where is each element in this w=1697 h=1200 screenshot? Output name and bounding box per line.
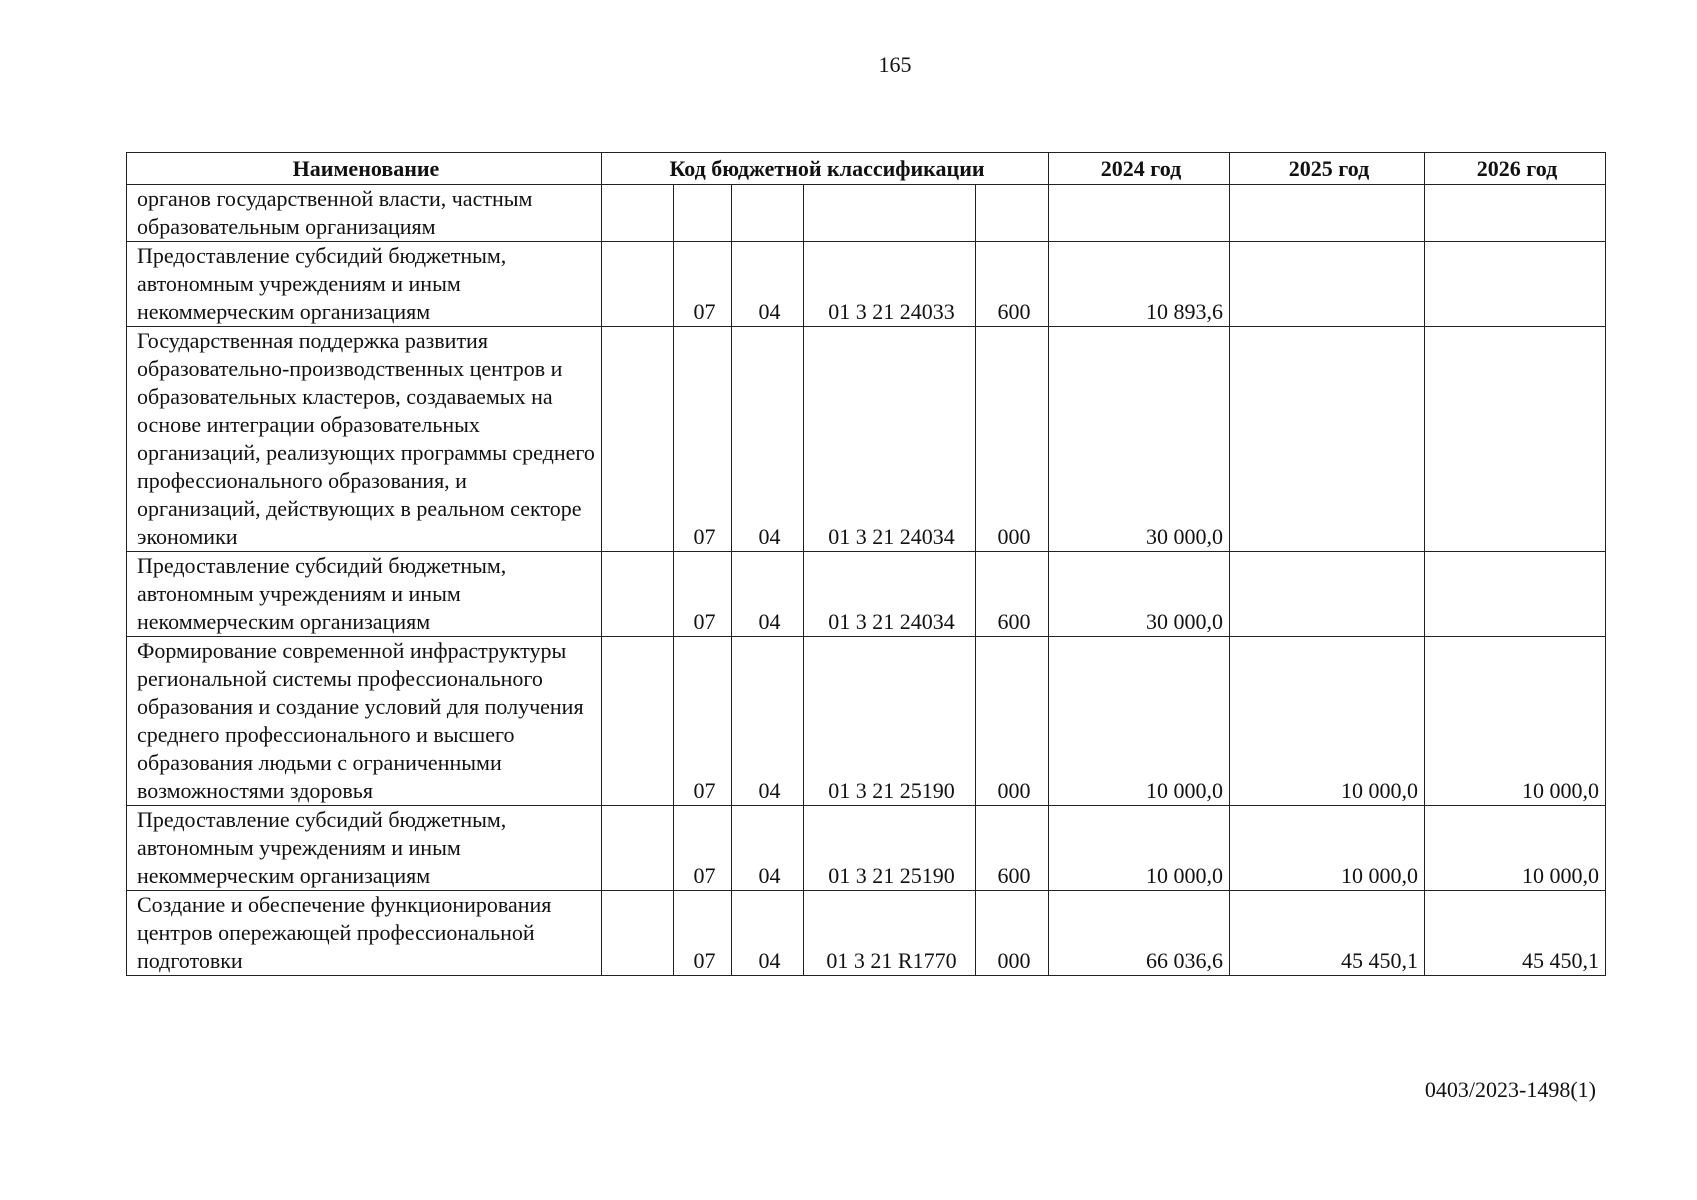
cell-2026: 10 000,0 bbox=[1425, 637, 1606, 806]
page-number: 165 bbox=[878, 52, 912, 77]
cell-target-article: 01 3 21 R1770 bbox=[804, 891, 976, 976]
cell-target-article: 01 3 21 24034 bbox=[804, 327, 976, 552]
cell-expense-type: 000 bbox=[976, 637, 1049, 806]
cell-subsection: 04 bbox=[732, 552, 804, 637]
table-row bbox=[127, 891, 1606, 976]
cell-target-article bbox=[804, 185, 976, 242]
cell-section bbox=[674, 185, 732, 242]
header-code: Код бюджетной классификации bbox=[602, 153, 1049, 185]
table-header bbox=[127, 153, 1606, 185]
document-code: 0403/2023-1498(1) bbox=[1424, 1077, 1596, 1102]
cell-target-article: 01 3 21 24033 bbox=[804, 242, 976, 327]
cell-expense-type: 000 bbox=[976, 891, 1049, 976]
cell-2026: 45 450,1 bbox=[1425, 891, 1606, 976]
cell-expense-type bbox=[976, 185, 1049, 242]
cell-section: 07 bbox=[674, 327, 732, 552]
cell-section: 07 bbox=[674, 637, 732, 806]
header-2026: 2026 год bbox=[1425, 153, 1606, 185]
cell-expense-type: 600 bbox=[976, 552, 1049, 637]
cell-section: 07 bbox=[674, 242, 732, 327]
cell-2026 bbox=[1425, 185, 1606, 242]
cell-2025: 45 450,1 bbox=[1230, 891, 1425, 976]
cell-expense-type: 600 bbox=[976, 806, 1049, 891]
cell-2026: 10 000,0 bbox=[1425, 806, 1606, 891]
cell-2024: 30 000,0 bbox=[1049, 552, 1230, 637]
cell-name: Предоставление субсидий бюджетным, автономным учреждениям и иным некоммерческим организациям bbox=[127, 806, 602, 891]
cell-target-article: 01 3 21 25190 bbox=[804, 806, 976, 891]
cell-name: Предоставление субсидий бюджетным, автономным учреждениям и иным некоммерческим организациям bbox=[127, 552, 602, 637]
cell-name: Предоставление субсидий бюджетным, автономным учреждениям и иным некоммерческим организациям bbox=[127, 242, 602, 327]
cell-name: Государственная поддержка развития образовательно-производственных центров и образовательных кластеров, создаваемых на основе интеграции образовательных организаций, реализующих программы среднего профессионального образования, и организаций, действующих в реальном секторе экономики bbox=[127, 327, 602, 552]
cell-target-article: 01 3 21 24034 bbox=[804, 552, 976, 637]
cell-2026 bbox=[1425, 327, 1606, 552]
cell-code-blank bbox=[602, 891, 674, 976]
table-row bbox=[127, 327, 1606, 552]
budget-table bbox=[126, 152, 1606, 976]
cell-2026 bbox=[1425, 552, 1606, 637]
cell-subsection: 04 bbox=[732, 242, 804, 327]
cell-code-blank bbox=[602, 806, 674, 891]
header-2024: 2024 год bbox=[1049, 153, 1230, 185]
cell-code-blank bbox=[602, 552, 674, 637]
cell-2025 bbox=[1230, 242, 1425, 327]
table-row bbox=[127, 552, 1606, 637]
cell-2025: 10 000,0 bbox=[1230, 806, 1425, 891]
cell-name: Создание и обеспечение функционирования центров опережающей профессиональной подготовки bbox=[127, 891, 602, 976]
header-name: Наименование bbox=[127, 153, 602, 185]
cell-2024: 66 036,6 bbox=[1049, 891, 1230, 976]
table-body bbox=[127, 185, 1606, 976]
cell-code-blank bbox=[602, 637, 674, 806]
cell-section: 07 bbox=[674, 552, 732, 637]
cell-2025 bbox=[1230, 185, 1425, 242]
cell-subsection: 04 bbox=[732, 637, 804, 806]
cell-2024: 10 893,6 bbox=[1049, 242, 1230, 327]
table-row bbox=[127, 185, 1606, 242]
cell-code-blank bbox=[602, 185, 674, 242]
header-2025: 2025 год bbox=[1230, 153, 1425, 185]
cell-target-article: 01 3 21 25190 bbox=[804, 637, 976, 806]
cell-2025: 10 000,0 bbox=[1230, 637, 1425, 806]
cell-code-blank bbox=[602, 327, 674, 552]
cell-expense-type: 000 bbox=[976, 327, 1049, 552]
cell-subsection: 04 bbox=[732, 891, 804, 976]
cell-code-blank bbox=[602, 242, 674, 327]
cell-name: Формирование современной инфраструктуры региональной системы профессионального образования и создание условий для получения среднего профессионального и высшего образования людьми с ограниченными возможностями здоровья bbox=[127, 637, 602, 806]
cell-name: органов государственной власти, частным образовательным организациям bbox=[127, 185, 602, 242]
cell-subsection: 04 bbox=[732, 806, 804, 891]
table-row bbox=[127, 806, 1606, 891]
cell-expense-type: 600 bbox=[976, 242, 1049, 327]
cell-subsection bbox=[732, 185, 804, 242]
cell-2026 bbox=[1425, 242, 1606, 327]
cell-2025 bbox=[1230, 327, 1425, 552]
cell-2024: 10 000,0 bbox=[1049, 806, 1230, 891]
cell-section: 07 bbox=[674, 891, 732, 976]
cell-section: 07 bbox=[674, 806, 732, 891]
cell-2024 bbox=[1049, 185, 1230, 242]
cell-2024: 30 000,0 bbox=[1049, 327, 1230, 552]
cell-2025 bbox=[1230, 552, 1425, 637]
cell-2024: 10 000,0 bbox=[1049, 637, 1230, 806]
cell-subsection: 04 bbox=[732, 327, 804, 552]
table-row bbox=[127, 637, 1606, 806]
table-row bbox=[127, 242, 1606, 327]
